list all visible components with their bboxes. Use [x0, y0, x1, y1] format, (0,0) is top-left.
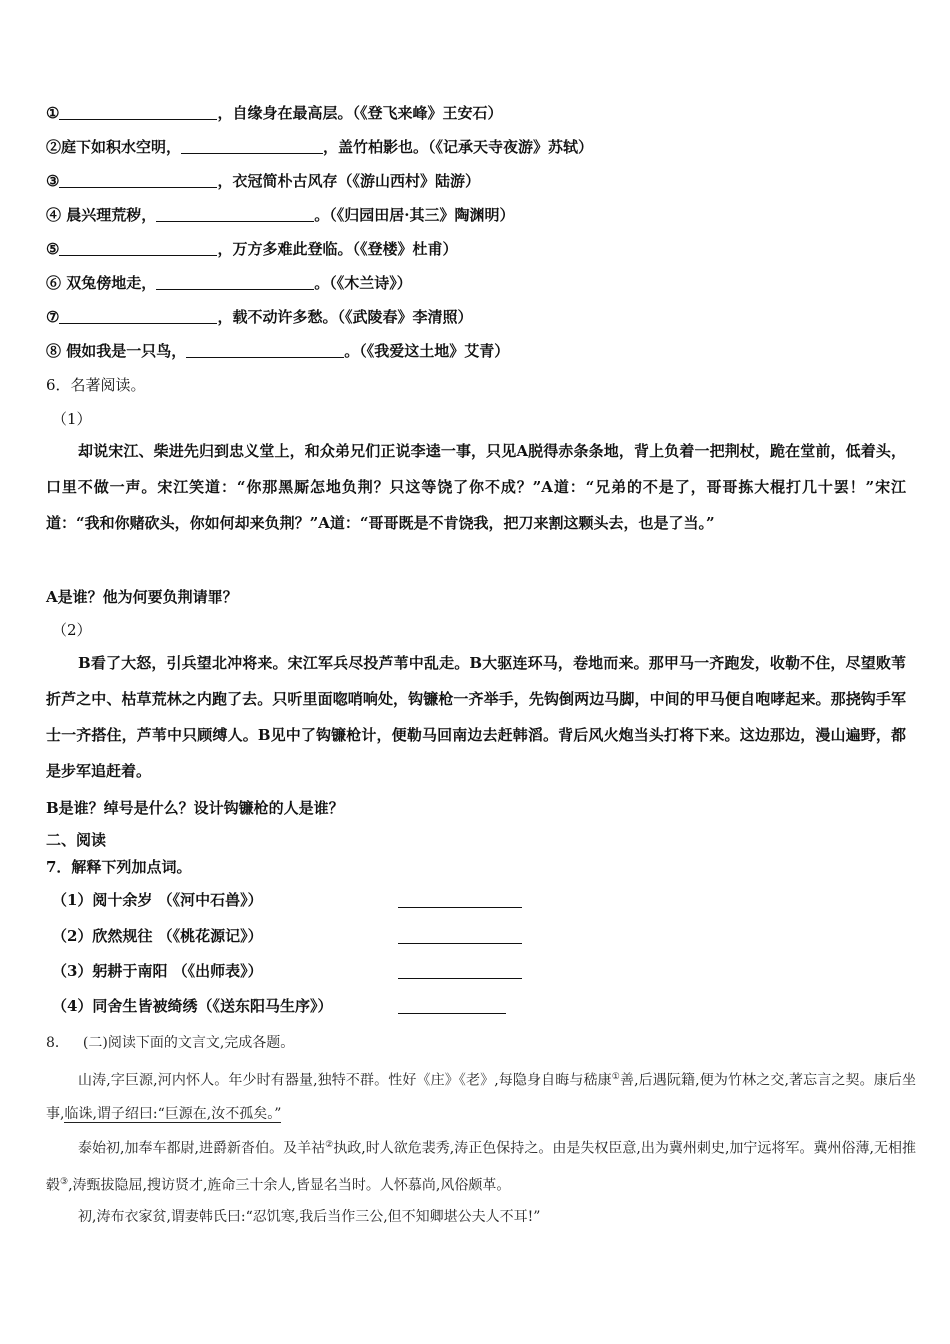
- item-number: ⑤: [46, 240, 60, 258]
- fill-blank-7: ⑦ ，载不动许多愁。（《武陵春》李清照）: [46, 308, 473, 326]
- question-8-title: 8． (二)阅读下面的文言文,完成各题。: [46, 1035, 295, 1051]
- word-item-1: （1）阅十余岁 （《河中石兽》）: [52, 891, 263, 909]
- answer-line[interactable]: [398, 907, 522, 908]
- answer-blank[interactable]: [156, 274, 314, 290]
- question-6-1: A是谁？他为何要负荆请罪？: [46, 588, 238, 606]
- word-item-3: （3）躬耕于南阳 （《出师表》）: [52, 962, 263, 980]
- item-number: ③: [46, 172, 60, 190]
- answer-blank[interactable]: [181, 138, 323, 154]
- reading-passage-1: 却说宋江、柴进先归到忠义堂上，和众弟兄们正说李逵一事，只见A脱得赤条条地，背上负着一把荆杖，跪在堂前，低着头，口里不做一声。宋江笑道：“你那黑厮怎地负荆？只这等饶了你不成？”A道：“兄弟的不是了，哥哥拣大棍打几十罢！”宋江道：“我和你赌砍头，你如何却来负荆？”A道：“哥哥既是不肯饶我，把刀来割这颗头去，也是了当。”: [46, 442, 906, 532]
- footnote-marker: ①: [611, 1072, 620, 1082]
- fill-blank-5: ⑤ ，万方多难此登临。（《登楼》杜甫）: [46, 240, 458, 258]
- item-number: ⑥: [46, 274, 62, 292]
- word-item-2: （2）欣然规往 （《桃花源记》）: [52, 927, 263, 945]
- question-7-title: 7．解释下列加点词。: [46, 858, 192, 876]
- question-6-2: B是谁？绰号是什么？设计钩镰枪的人是谁？: [46, 799, 344, 817]
- fill-blank-6: ⑥ 双兔傍地走， 。（《木兰诗》）: [46, 274, 412, 292]
- answer-line[interactable]: [398, 943, 522, 944]
- answer-blank[interactable]: [59, 172, 217, 188]
- section-heading: 二、阅读: [46, 831, 107, 849]
- fill-blank-1: ① ，自缘身在最高层。（《登飞来峰》王安石）: [46, 104, 503, 122]
- classical-passage-p2: 泰始初,加奉车都尉,进爵新沓伯。及羊祜②执政,时人欲危裴秀,涛正色保持之。由是失权臣意,出为冀州刺史,加宁远将军。冀州俗薄,无相推毂③,涛甄拔隐屈,搜访贤才,旌命三十余人,皆显名当时。人怀慕尚,风俗颇革。: [46, 1140, 917, 1194]
- item-number: ②: [46, 138, 62, 156]
- answer-blank[interactable]: [156, 206, 314, 222]
- item-number: ⑧: [46, 342, 62, 360]
- word-item-4: （4）同舍生皆被绮绣（《送东阳马生序》）: [52, 997, 333, 1015]
- item-number: ⑦: [46, 308, 60, 326]
- item-number: ①: [46, 104, 60, 122]
- answer-blank[interactable]: [59, 240, 217, 256]
- fill-blank-2: ②庭下如积水空明， ，盖竹柏影也。（《记承天寺夜游》苏轼）: [46, 138, 594, 156]
- answer-line[interactable]: [398, 978, 522, 979]
- fill-blank-8: ⑧ 假如我是一只鸟， 。（《我爱这土地》艾青）: [46, 342, 510, 360]
- classical-passage-p1: 山涛,字巨源,河内怀人。年少时有器量,独特不群。性好《庄》《老》,每隐身自晦与嵇康①善,后遇阮籍,便为竹林之交,著忘言之契。康后坐事,临诛,谓子绍曰:“巨源在,汝不孤矣。”: [46, 1072, 916, 1122]
- underlined-sentence: 临诛,谓子绍曰:“巨源在,汝不孤矣。”: [64, 1105, 282, 1122]
- answer-line[interactable]: [398, 1013, 506, 1014]
- classical-passage-p3: 初,涛布衣家贫,谓妻韩氏曰:“忍饥寒,我后当作三公,但不知卿堪公夫人不耳!”: [78, 1209, 541, 1225]
- item-number: ④: [46, 206, 62, 224]
- answer-blank[interactable]: [186, 342, 344, 358]
- fill-blank-3: ③ ，衣冠简朴古风存（《游山西村》陆游）: [46, 172, 480, 190]
- fill-blank-4: ④ 晨兴理荒秽， 。（《归园田居·其三》陶渊明）: [46, 206, 515, 224]
- footnote-marker: ③: [60, 1176, 69, 1187]
- part-1-label: （1）: [52, 410, 92, 428]
- reading-passage-2: B看了大怒，引兵望北冲将来。宋江军兵尽投芦苇中乱走。B大驱连环马，卷地而来。那甲马一齐跑发，收勒不住，尽望败苇折芦之中、枯草荒林之内跑了去。只听里面唿哨响处，钩镰枪一齐举手，先钩倒两边马脚，中间的甲马便自咆哮起来。那挠钩手军士一齐搭住，芦苇中只顾缚人。B见中了钩镰枪计，便勒马回南边去赶韩滔。背后风火炮当头打将下来。这边那边，漫山遍野，都是步军追赶着。: [46, 654, 906, 780]
- part-2-label: （2）: [52, 621, 92, 639]
- answer-blank[interactable]: [59, 308, 217, 324]
- footnote-marker: ②: [325, 1140, 334, 1150]
- question-6-title: 6．名著阅读。: [46, 376, 146, 394]
- answer-blank[interactable]: [59, 104, 217, 120]
